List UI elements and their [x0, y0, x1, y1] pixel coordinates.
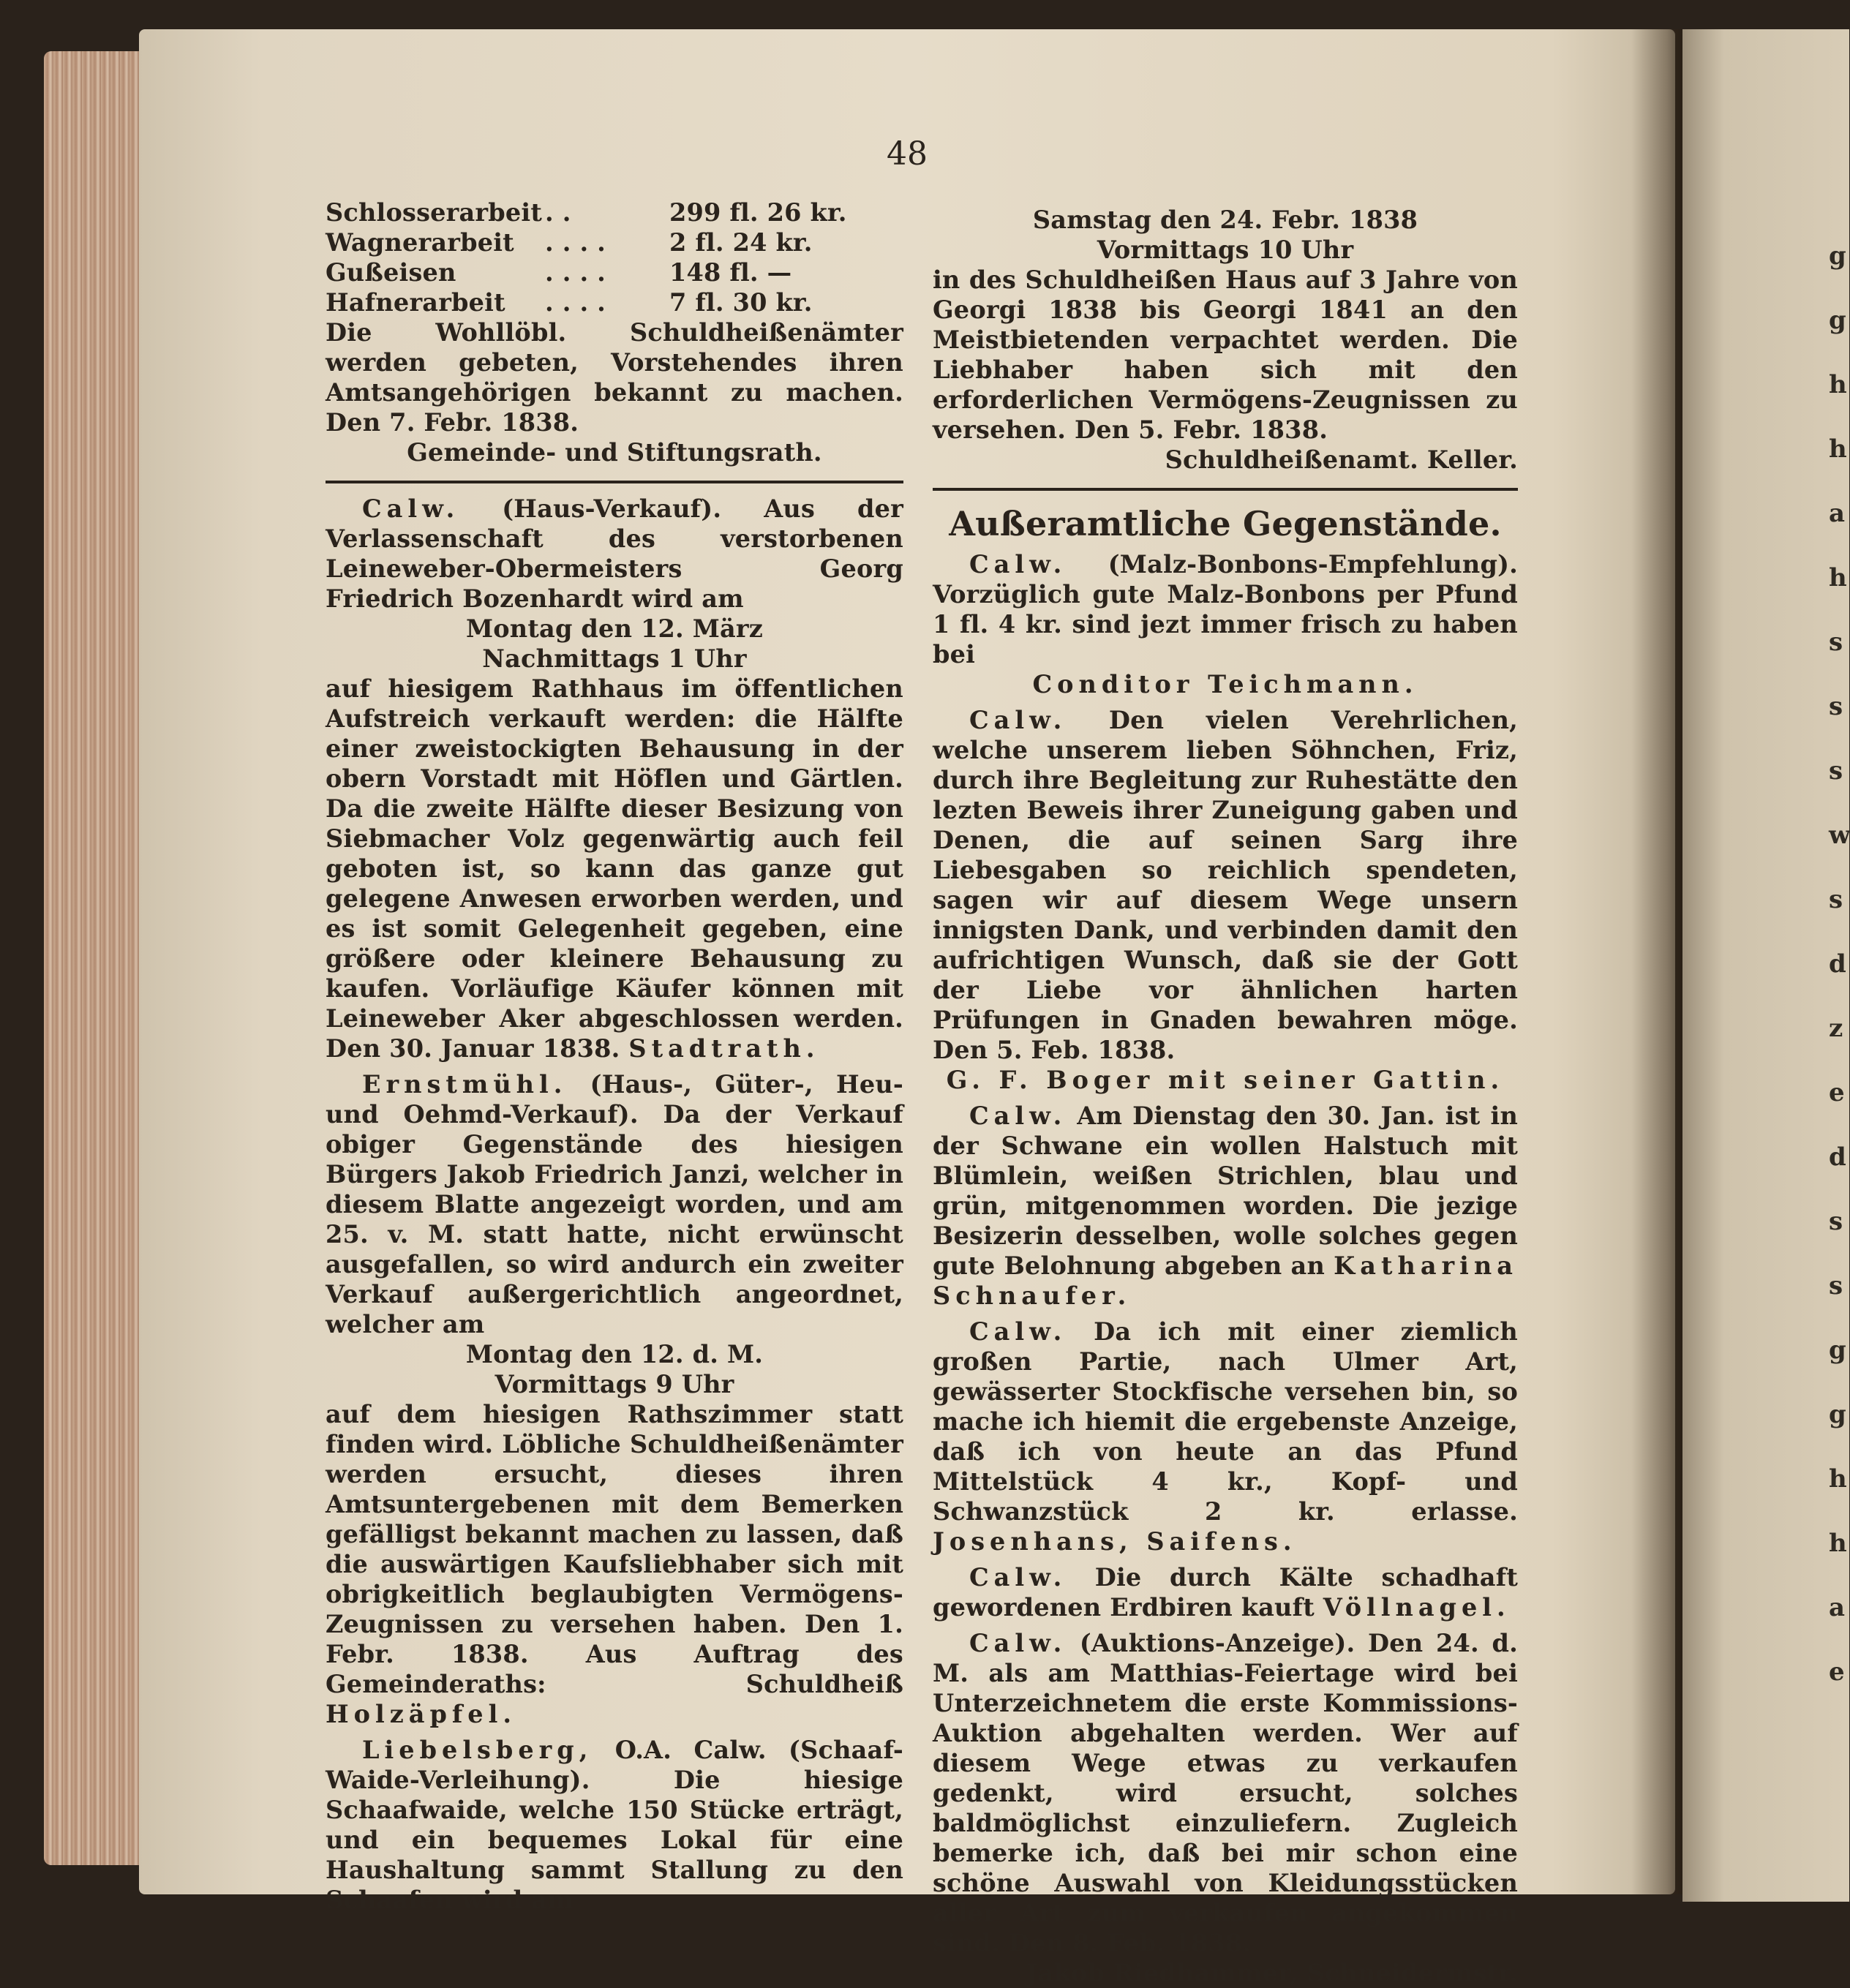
notice-signature: Stadtrath. — [628, 1034, 820, 1063]
adjacent-page-fragment: w — [1829, 821, 1850, 850]
adjacent-page-fragment: d — [1829, 949, 1846, 979]
adjacent-page-fragment: g — [1829, 306, 1846, 335]
notice-signature: Katharina Schnaufer. — [933, 1251, 1518, 1310]
notice-signature: Jakob Riedhammer, Schneidermstr. — [1026, 1959, 1518, 1987]
notice-thanks — [933, 705, 1518, 1065]
left-column — [326, 197, 903, 1915]
cost-item-name: Wagnerarbeit — [326, 228, 514, 257]
adjacent-page-fragment: h — [1829, 563, 1847, 592]
leader-dots: . . . . — [545, 228, 606, 257]
adjacent-page — [1682, 29, 1849, 1902]
notice-text: Die durch Kälte schadhaft gewordenen Erdbiren kauft — [933, 1563, 1518, 1622]
adjacent-page-fragment: s — [1829, 628, 1843, 657]
cost-amount: 148 fl. — — [669, 258, 792, 287]
cost-item-name: Hafnerarbeit — [326, 288, 505, 317]
notice-bonbons — [933, 549, 1518, 669]
notice-time: Nachmittags 1 Uhr — [482, 644, 747, 673]
list-signature: Gemeinde- und Stiftungsrath. — [407, 438, 822, 467]
notice-signature: Holzäpfel. — [326, 1700, 516, 1728]
leader-dots: . . — [545, 198, 571, 227]
cost-list-row — [326, 227, 903, 257]
notice-place: Calw. — [969, 1102, 1067, 1130]
notice-place: Calw. — [969, 1317, 1067, 1346]
notice-auction — [933, 1628, 1518, 1958]
notice-house-sale — [326, 494, 903, 614]
notice-place: Calw. — [969, 706, 1067, 734]
cost-amount: 7 fl. 30 kr. — [669, 288, 813, 317]
adjacent-page-fragment: s — [1829, 756, 1843, 786]
notice-ernstmuehl — [326, 1069, 903, 1339]
cost-amount: 2 fl. 24 kr. — [669, 228, 813, 257]
notice-date: Montag den 12. März — [465, 614, 763, 643]
notice-text: (Auktions-Anzeige). Den 24. d. M. als am Matthias-Feiertage wird bei Unterzeichnetem die erste Kommissions-Auktion abgehalten werden. Wer auf diesem Wege etwas zu verkaufen gedenkt, wird ersucht, solches baldmöglichst einzuliefern. Zugleich bemerke ich, daß bei mir schon eine schöne Auswahl von Kleidungsstücken aller Art zum verkaufen angekommen sind. Den 8. Feb. 1838. — [933, 1629, 1518, 1957]
notice-text — [326, 1399, 903, 1729]
notice-time: Vormittags 10 Uhr — [1097, 236, 1354, 264]
notice-time: Vormittags 9 Uhr — [495, 1370, 734, 1398]
notice-potatoes — [933, 1562, 1518, 1622]
page-number: 48 — [887, 135, 928, 173]
cost-item-name: Schlosserarbeit — [326, 198, 542, 227]
notice-place: Calw. — [362, 494, 460, 523]
notice-body: auf hiesigem Rathhaus im öffentlichen Aufstreich verkauft werden: die Hälfte einer zweistockigten Behausung in der obern Vorstadt mit Höflen und Gärtlen. Da die zweite Hälfte dieser Besizung von Siebmacher Volz gegenwärtig auch feil geboten ist, so kann das ganze gut gelegene Anwesen erworben werden, und es ist somit Gelegenheit gegeben, eine größere oder kleinere Behausung zu kaufen. Vorläufige Käufer können mit Leineweber Aker abgeschlossen werden. Den 30. Januar 1838. — [326, 674, 903, 1063]
notice-place: Calw. — [969, 550, 1067, 579]
adjacent-page-fragment: z — [1829, 1014, 1843, 1043]
book-page-edges — [44, 51, 154, 1865]
adjacent-page-fragment: e — [1829, 1657, 1845, 1687]
notice-text: (Malz-Bonbons-Empfehlung). Vorzüglich gute Malz-Bonbons per Pfund 1 fl. 4 kr. sind jezt immer frisch zu haben bei — [933, 550, 1518, 669]
leader-dots: . . . . — [545, 258, 606, 287]
notice-text — [326, 674, 903, 1063]
notice-signature: Völlnagel. — [1323, 1593, 1511, 1622]
adjacent-page-fragment: h — [1829, 370, 1847, 399]
notice-date: Montag den 12. d. M. — [465, 1340, 764, 1368]
notice-text: (Haus-, Güter-, Heu- und Oehmd-Verkauf). Da der Verkauf obiger Gegenstände des hiesigen Bürgers Jakob Friedrich Janzi, welcher in diesem Blatte angezeigt worden, und am 25. v. M. statt hatte, nicht erwünscht ausgefallen, so wird andurch ein zweiter Verkauf außergerichtlich angeordnet, welcher am — [326, 1070, 903, 1338]
notice-body: in des Schuldheißen Haus auf 3 Jahre von Georgi 1838 bis Georgi 1841 an den Meistbietenden verpachtet werden. Die Liebhaber haben sich mit den erforderlichen Vermögens-Zeugnissen zu versehen. Den 5. Febr. 1838. — [933, 266, 1518, 444]
notice-body: auf dem hiesigen Rathszimmer statt finden wird. Löbliche Schuldheißenämter werden ersucht, dieses ihren Amtsuntergebenen mit dem Bemerken gefälligst bekannt machen zu lassen, daß die auswärtigen Kaufsliebhaber sich mit obrigkeitlich beglaubigten Vermögens-Zeugnissen zu versehen haben. Den 1. Febr. 1838. Aus Auftrag des Gemeinderaths: Schuldheiß — [326, 1400, 903, 1698]
notice-signature: Schuldheißenamt. Keller. — [1165, 445, 1518, 474]
cost-list-row — [326, 287, 903, 317]
adjacent-page-fragment: h — [1829, 1464, 1847, 1494]
adjacent-page-fragment: s — [1829, 692, 1843, 721]
book-gutter-shadow — [1631, 29, 1682, 1894]
adjacent-page-fragment: d — [1829, 1142, 1846, 1172]
adjacent-page-fragment: s — [1829, 1271, 1843, 1300]
adjacent-page-fragment: g — [1829, 1336, 1846, 1365]
leader-dots: . . . . — [545, 288, 606, 317]
column-divider-rule — [326, 481, 903, 483]
adjacent-page-fragment: s — [1829, 885, 1843, 914]
notice-place: Liebelsberg, — [362, 1736, 593, 1764]
cost-item-name: Gußeisen — [326, 258, 456, 287]
adjacent-page-fragment: g — [1829, 1400, 1846, 1429]
cost-amount: 299 fl. 26 kr. — [669, 198, 847, 227]
cost-list-row — [326, 257, 903, 287]
right-column — [933, 205, 1518, 1988]
notice-lost-scarf — [933, 1101, 1518, 1311]
notice-text: O.A. Calw. (Schaaf-Waide-Verleihung). Die hiesige Schaafwaide, welche 150 Stücke erträgt, und ein bequemes Lokal für eine Haushaltung sammt Stallung zu den Schaafen wird am — [326, 1736, 903, 1914]
cost-list-row — [326, 197, 903, 227]
notice-signature: G. F. Boger mit seiner Gattin. — [946, 1066, 1505, 1094]
notice-signature: Josenhans, Saifens. — [933, 1527, 1297, 1556]
adjacent-page-fragment: a — [1829, 499, 1846, 528]
adjacent-page-fragment: h — [1829, 434, 1847, 464]
notice-text: Am Dienstag den 30. Jan. ist in der Schwane ein wollen Halstuch mit Blümlein, weißen Strichlen, blau und grün, mitgenommen worden. Die jezige Besizerin desselben, wolle solches gegen gute Belohnung abgeben an — [933, 1102, 1518, 1280]
adjacent-page-fragment: g — [1829, 241, 1846, 271]
notice-place: Calw. — [969, 1563, 1067, 1592]
notice-signature: Conditor Teichmann. — [1032, 670, 1418, 699]
list-note: Die Wohllöbl. Schuldheißenämter werden gebeten, Vorstehendes ihren Amtsangehörigen bekannt zu machen. Den 7. Febr. 1838. — [326, 318, 903, 437]
column-divider-rule — [933, 488, 1518, 491]
notice-text: (Haus-Verkauf). Aus der Verlassenschaft des verstorbenen Leineweber-Obermeisters Georg Friedrich Bozenhardt wird am — [326, 494, 903, 613]
adjacent-page-fragment: a — [1829, 1593, 1846, 1622]
notice-liebelsberg — [326, 1735, 903, 1915]
notice-place: Ernstmühl. — [362, 1070, 568, 1099]
adjacent-page-fragment: e — [1829, 1078, 1845, 1107]
adjacent-page-fragment: h — [1829, 1529, 1847, 1558]
notice-stockfish — [933, 1317, 1518, 1556]
notice-text: Den vielen Verehrlichen, welche unserem lieben Söhnchen, Friz, durch ihre Begleitung zur Ruhestätte den lezten Beweis ihrer Zuneigung gaben und Denen, die auf seinen Sarg ihre Liebesgaben so reichlich spendeten, sagen wir auf diesem Wege unsern innigsten Dank, und verbinden damit den aufrichtigen Wunsch, daß sie der Gott der Liebe vor ähnlichen harten Prüfungen in Gnaden bewahren möge. Den 5. Feb. 1838. — [933, 706, 1518, 1064]
notice-place: Calw. — [969, 1629, 1067, 1657]
cost-list — [326, 197, 903, 317]
notice-date: Samstag den 24. Febr. 1838 — [1032, 206, 1418, 234]
section-title: Außeramtliche Gegenstände. — [949, 504, 1502, 543]
notice-text: Da ich mit einer ziemlich großen Partie, nach Ulmer Art, gewässerter Stockfische versehen bin, so mache ich hiemit die ergebenste Anzeige, daß ich von heute an das Pfund Mittelstück 4 kr., Kopf- und Schwanzstück 2 kr. erlasse. — [933, 1317, 1518, 1526]
adjacent-page-fragment: s — [1829, 1207, 1843, 1236]
